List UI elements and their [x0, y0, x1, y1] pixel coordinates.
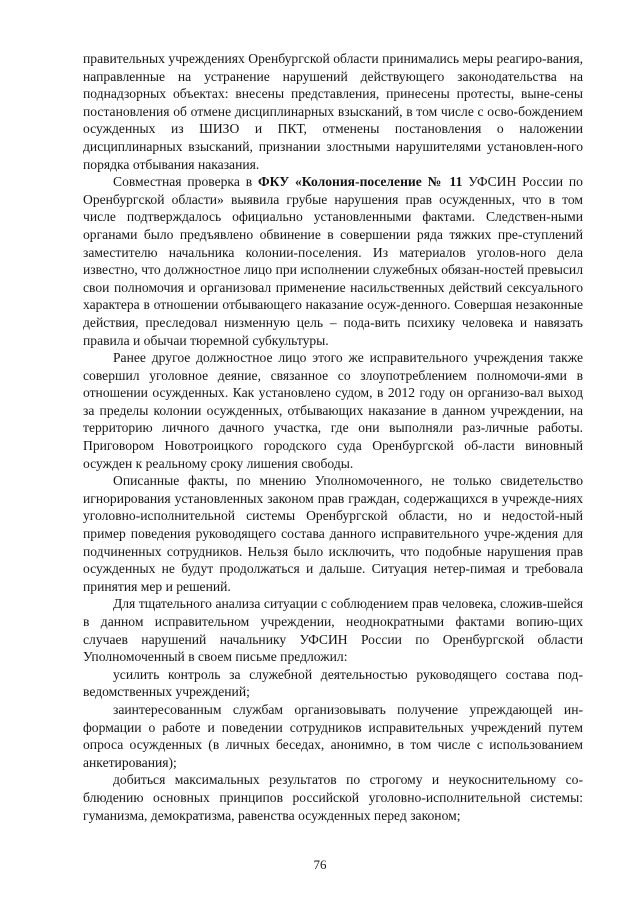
list-item-1: усилить контроль за служебной деятельностью руководящего состава под-ведомственных учреждений;: [83, 666, 583, 700]
paragraph-3: Ранее другое должностное лицо этого же исправительного учреждения также совершил уголовное деяние, связанное со злоупотреблением полномочи-ями в отношении осужденных. Как установлено судом, в 2012 году он организо-вал выход за пределы колонии осужденных, отбывающих наказание в данном учреждении, на территорию личного дачного участка, где они выполняли раз-личные работы. Приговором Новотроицкого городского суда Оренбургской об-ласти виновный осужден к реальному сроку лишения свободы.: [83, 350, 583, 471]
list-item-2: заинтересованным службам организовывать получение упреждающей ин-формации о работе и поведении сотрудников исправительных учреждений путем опроса осужденных (в личных беседах, анонимно, в том числе с использованием анкетирования);: [83, 701, 583, 770]
paragraph-4: Описанные факты, по мнению Уполномоченного, не только свидетельство игнорирования установленных законом прав граждан, содержащихся в учрежде-ниях уголовно-исполнительной системы Оренбургской области, но и недостой-ный пример поведения руководящего состава данного исправительного учре-ждения для подчиненных сотрудников. Нельзя было исключить, что подобные нарушения прав осужденных не будут продолжаться и дальше. Ситуация нетер-пимая и требовала принятия мер и решений.: [83, 473, 583, 594]
paragraph-1: правительных учреждениях Оренбургской области принимались меры реагиро-вания, направленные на устранение нарушений действующего законодательства на поднадзорных объектах: внесены представления, принесены протесты, выне-сены постановления об отмене дисциплинарных взысканий, в том числе с осво-бождением осужденных из ШИЗО и ПКТ, отменены постановления о наложении дисциплинарных взысканий, признании злостными нарушителями установлен-ного порядка отбывания наказания.: [83, 51, 583, 172]
document-page: [83, 50, 583, 824]
page-number: 76: [313, 857, 327, 872]
paragraph-2-institution-name: ФКУ «Колония-поселение № 11: [257, 174, 463, 190]
paragraph-2-body: УФСИН России по Оренбургской области» выявила грубые нарушения прав осужденных, что в том числе подтверждалось официально установленными фактами. Следствен-ными органами было предъявлено обвинение в совершении ряда тяжких пре-ступлений заместителю начальника колонии-поселения. Из материалов уголов-ного дела известно, что должностное лицо при исполнении служебных обязан-ностей превысил свои полномочия и организовал применение насильственных действий сексуального характера в отношении отбывающего наказание осуж-денного. Совершая незаконные действия, преследовал низменную цель – пода-вить психику человека и навязать правила и обычаи тюремной субкультуры.: [83, 174, 583, 348]
paragraph-2: [83, 173, 583, 349]
list-item-3: добиться максимальных результатов по строгому и неукоснительному со-блюдению основных принципов российской уголовно-исполнительной системы: гуманизма, демократизма, равенства осужденных перед законом;: [83, 772, 583, 823]
paragraph-2-lead: Совместная проверка в: [113, 174, 258, 190]
paragraph-5: Для тщательного анализа ситуации с соблюдением прав человека, сложив-шейся в данном исправительном учреждении, неоднократными фактами вопию-щих случаев нарушений начальнику УФСИН России по Оренбургской области Уполномоченный в своем письме предложил:: [83, 596, 583, 665]
